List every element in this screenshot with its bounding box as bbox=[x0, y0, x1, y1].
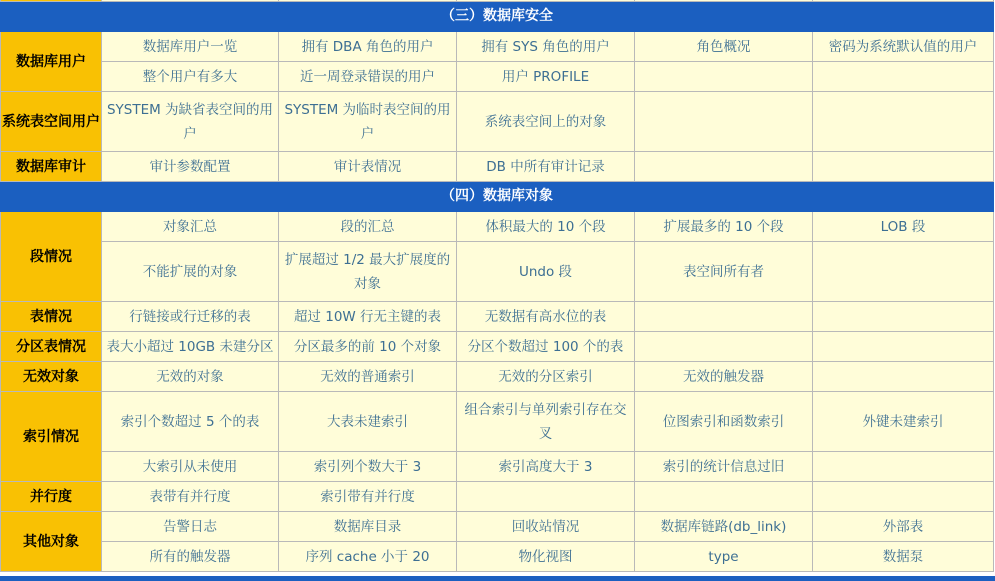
table-cell bbox=[813, 452, 994, 482]
category-indexes: 索引情况 bbox=[1, 392, 102, 482]
section-header-row bbox=[1, 2, 994, 32]
table-cell: 序列 cache 小于 20 bbox=[279, 542, 457, 572]
category-tables: 表情况 bbox=[1, 302, 102, 332]
table-cell bbox=[813, 332, 994, 362]
table-cell bbox=[635, 62, 813, 92]
category-db-users: 数据库用户 bbox=[1, 32, 102, 92]
table-cell: 扩展超过 1/2 最大扩展度的对象 bbox=[279, 242, 457, 302]
section-title-security: （三）数据库安全 bbox=[1, 2, 994, 32]
table-cell: 体积最大的 10 个段 bbox=[457, 212, 635, 242]
table-cell: 对象汇总 bbox=[102, 212, 279, 242]
section-title-objects: （四）数据库对象 bbox=[1, 182, 994, 212]
category-other-objects: 其他对象 bbox=[1, 512, 102, 572]
table-cell: 近一周登录错误的用户 bbox=[279, 62, 457, 92]
table-cell: 角色概况 bbox=[635, 32, 813, 62]
table-cell: 段的汇总 bbox=[279, 212, 457, 242]
table-cell: SYSTEM 为临时表空间的用户 bbox=[279, 92, 457, 152]
table-cell: 分区个数超过 100 个的表 bbox=[457, 332, 635, 362]
table-row bbox=[1, 452, 994, 482]
category-partitions: 分区表情况 bbox=[1, 332, 102, 362]
table-row bbox=[1, 242, 994, 302]
table-cell: 拥有 DBA 角色的用户 bbox=[279, 32, 457, 62]
table-cell: SYSTEM 为缺省表空间的用户 bbox=[102, 92, 279, 152]
table-cell bbox=[635, 152, 813, 182]
table-cell: 数据泵 bbox=[813, 542, 994, 572]
table-cell bbox=[635, 332, 813, 362]
table-cell bbox=[813, 362, 994, 392]
table-cell: 系统表空间上的对象 bbox=[457, 92, 635, 152]
table-row bbox=[1, 302, 994, 332]
table-cell bbox=[813, 92, 994, 152]
category-invalid-objects: 无效对象 bbox=[1, 362, 102, 392]
table-cell: DB 中所有审计记录 bbox=[457, 152, 635, 182]
table-cell: 所有的触发器 bbox=[102, 542, 279, 572]
table-cell bbox=[635, 302, 813, 332]
table-cell: 索引高度大于 3 bbox=[457, 452, 635, 482]
table-cell: 索引列个数大于 3 bbox=[279, 452, 457, 482]
table-row bbox=[1, 482, 994, 512]
table-cell: 分区最多的前 10 个对象 bbox=[279, 332, 457, 362]
table-cell: 物化视图 bbox=[457, 542, 635, 572]
table-cell bbox=[813, 62, 994, 92]
table-cell bbox=[635, 482, 813, 512]
table-cell: 拥有 SYS 角色的用户 bbox=[457, 32, 635, 62]
table-row bbox=[1, 512, 994, 542]
table-cell: 用户 PROFILE bbox=[457, 62, 635, 92]
table-cell: 组合索引与单列索引存在交叉 bbox=[457, 392, 635, 452]
table-cell: 外键未建索引 bbox=[813, 392, 994, 452]
table-cell: 表带有并行度 bbox=[102, 482, 279, 512]
table-cell bbox=[813, 302, 994, 332]
table-cell: 密码为系统默认值的用户 bbox=[813, 32, 994, 62]
table-row bbox=[1, 212, 994, 242]
table-row bbox=[1, 362, 994, 392]
table-cell: 数据库目录 bbox=[279, 512, 457, 542]
table-cell: 表空间所有者 bbox=[635, 242, 813, 302]
table-cell: 外部表 bbox=[813, 512, 994, 542]
table-cell: 数据库用户一览 bbox=[102, 32, 279, 62]
table-cell: type bbox=[635, 542, 813, 572]
table-cell: 不能扩展的对象 bbox=[102, 242, 279, 302]
table-cell: Undo 段 bbox=[457, 242, 635, 302]
category-segments: 段情况 bbox=[1, 212, 102, 302]
table-cell bbox=[813, 152, 994, 182]
category-parallel: 并行度 bbox=[1, 482, 102, 512]
section-header-row bbox=[1, 182, 994, 212]
table-cell bbox=[813, 242, 994, 302]
table-cell: 无效的触发器 bbox=[635, 362, 813, 392]
table-cell: 数据库链路(db_link) bbox=[635, 512, 813, 542]
table-row bbox=[1, 92, 994, 152]
table-cell: 索引的统计信息过旧 bbox=[635, 452, 813, 482]
table-row bbox=[1, 62, 994, 92]
table-cell: 大索引从未使用 bbox=[102, 452, 279, 482]
table-cell: 审计参数配置 bbox=[102, 152, 279, 182]
table-cell: 大表未建索引 bbox=[279, 392, 457, 452]
table-cell: 位图索引和函数索引 bbox=[635, 392, 813, 452]
table-cell: 无效的对象 bbox=[102, 362, 279, 392]
category-db-audit: 数据库审计 bbox=[1, 152, 102, 182]
table-cell: 整个用户有多大 bbox=[102, 62, 279, 92]
table-cell: 审计表情况 bbox=[279, 152, 457, 182]
category-system-ts-users: 系统表空间用户 bbox=[1, 92, 102, 152]
table-cell: 无效的普通索引 bbox=[279, 362, 457, 392]
table-cell: LOB 段 bbox=[813, 212, 994, 242]
table-row bbox=[1, 542, 994, 572]
table-cell: 无数据有高水位的表 bbox=[457, 302, 635, 332]
table-cell bbox=[635, 92, 813, 152]
table-cell: 告警日志 bbox=[102, 512, 279, 542]
table-row bbox=[1, 32, 994, 62]
table-row bbox=[1, 332, 994, 362]
table-cell: 索引个数超过 5 个的表 bbox=[102, 392, 279, 452]
table-cell: 回收站情况 bbox=[457, 512, 635, 542]
table-row bbox=[1, 392, 994, 452]
table-cell: 扩展最多的 10 个段 bbox=[635, 212, 813, 242]
table-cell bbox=[813, 482, 994, 512]
table-row bbox=[1, 152, 994, 182]
section-header-strip bbox=[0, 576, 995, 581]
table-cell: 索引带有并行度 bbox=[279, 482, 457, 512]
table-cell: 无效的分区索引 bbox=[457, 362, 635, 392]
table-cell bbox=[457, 482, 635, 512]
table-cell: 超过 10W 行无主键的表 bbox=[279, 302, 457, 332]
table-cell: 表大小超过 10GB 未建分区 bbox=[102, 332, 279, 362]
table-cell: 行链接或行迁移的表 bbox=[102, 302, 279, 332]
